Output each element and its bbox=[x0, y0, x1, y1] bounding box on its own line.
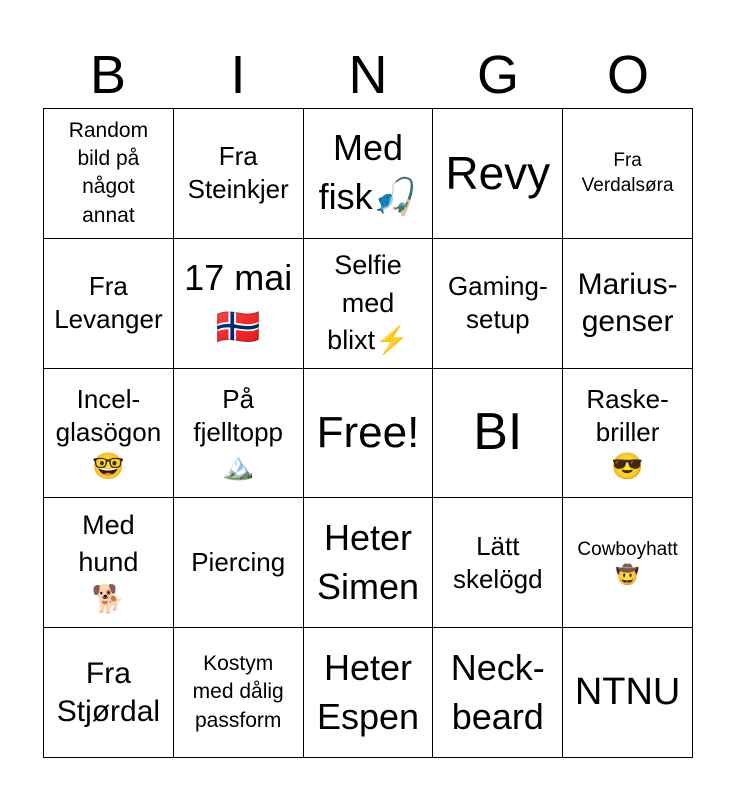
bingo-cell[interactable] bbox=[44, 628, 174, 758]
cell-text: Gaming- setup bbox=[447, 270, 548, 335]
bingo-cell[interactable] bbox=[433, 498, 563, 628]
bingo-cell[interactable] bbox=[304, 628, 434, 758]
bingo-cell[interactable] bbox=[174, 239, 304, 369]
bingo-cell[interactable] bbox=[174, 628, 304, 758]
cell-text: Fra Verdalsøra bbox=[581, 149, 674, 197]
bingo-cell[interactable] bbox=[174, 498, 304, 628]
cell-text: Piercing bbox=[191, 547, 286, 578]
bingo-cell[interactable] bbox=[433, 239, 563, 369]
cell-text: Free! bbox=[316, 407, 420, 457]
cell-text: Neck- beard bbox=[450, 646, 545, 737]
cell-text: Kostym med dålig passform bbox=[192, 652, 284, 732]
cell-text: Selfie med blixt⚡ bbox=[327, 250, 409, 355]
cell-text: Med hund 🐕 bbox=[78, 509, 139, 615]
cell-text: Marius- genser bbox=[577, 267, 678, 339]
bingo-cell[interactable] bbox=[44, 109, 174, 239]
bingo-cell[interactable] bbox=[433, 369, 563, 499]
bingo-cell[interactable] bbox=[174, 369, 304, 499]
cell-text: Raske- briller 😎 bbox=[586, 384, 669, 481]
cell-text: Heter Simen bbox=[316, 516, 420, 607]
cell-text: Heter Espen bbox=[316, 646, 420, 737]
bingo-cell[interactable] bbox=[304, 109, 434, 239]
header-letter-b: B bbox=[89, 45, 127, 105]
cell-text: NTNU bbox=[574, 670, 681, 713]
header-letter-g: G bbox=[476, 45, 519, 105]
cell-text: På fjelltopp 🏔️ bbox=[193, 384, 283, 481]
bingo-cell-free[interactable] bbox=[304, 369, 434, 499]
bingo-cell[interactable] bbox=[304, 239, 434, 369]
bingo-cell[interactable] bbox=[563, 239, 693, 369]
bingo-cell[interactable] bbox=[563, 109, 693, 239]
bingo-cell[interactable] bbox=[563, 498, 693, 628]
bingo-cell[interactable] bbox=[433, 109, 563, 239]
cell-text: Med fisk🎣 bbox=[318, 127, 418, 218]
cell-text: BI bbox=[473, 403, 523, 462]
bingo-cell[interactable] bbox=[44, 369, 174, 499]
bingo-cell[interactable] bbox=[304, 498, 434, 628]
cell-text: Fra Levanger bbox=[54, 270, 163, 335]
bingo-cell[interactable] bbox=[44, 498, 174, 628]
cell-text: Lätt skelögd bbox=[452, 530, 543, 594]
bingo-header bbox=[43, 42, 693, 108]
cell-text: Revy bbox=[445, 147, 551, 200]
header-letter-i: I bbox=[230, 45, 246, 105]
header-letter-n: N bbox=[348, 45, 388, 105]
bingo-cell[interactable] bbox=[174, 109, 304, 239]
cell-text: Incel- glasögon 🤓 bbox=[55, 384, 162, 481]
bingo-cell[interactable] bbox=[563, 369, 693, 499]
header-letter-o: O bbox=[606, 45, 649, 105]
bingo-cell[interactable] bbox=[44, 239, 174, 369]
bingo-cell[interactable] bbox=[563, 628, 693, 758]
cell-text: 17 mai 🇳🇴 bbox=[184, 257, 293, 348]
cell-text: Random bild på något annat bbox=[68, 118, 149, 227]
bingo-cell[interactable] bbox=[433, 628, 563, 758]
cell-text: Cowboyhatt 🤠 bbox=[577, 539, 678, 586]
cell-text: Fra Steinkjer bbox=[187, 141, 289, 205]
cell-text: Fra Stjørdal bbox=[56, 657, 161, 728]
bingo-board bbox=[43, 108, 693, 758]
